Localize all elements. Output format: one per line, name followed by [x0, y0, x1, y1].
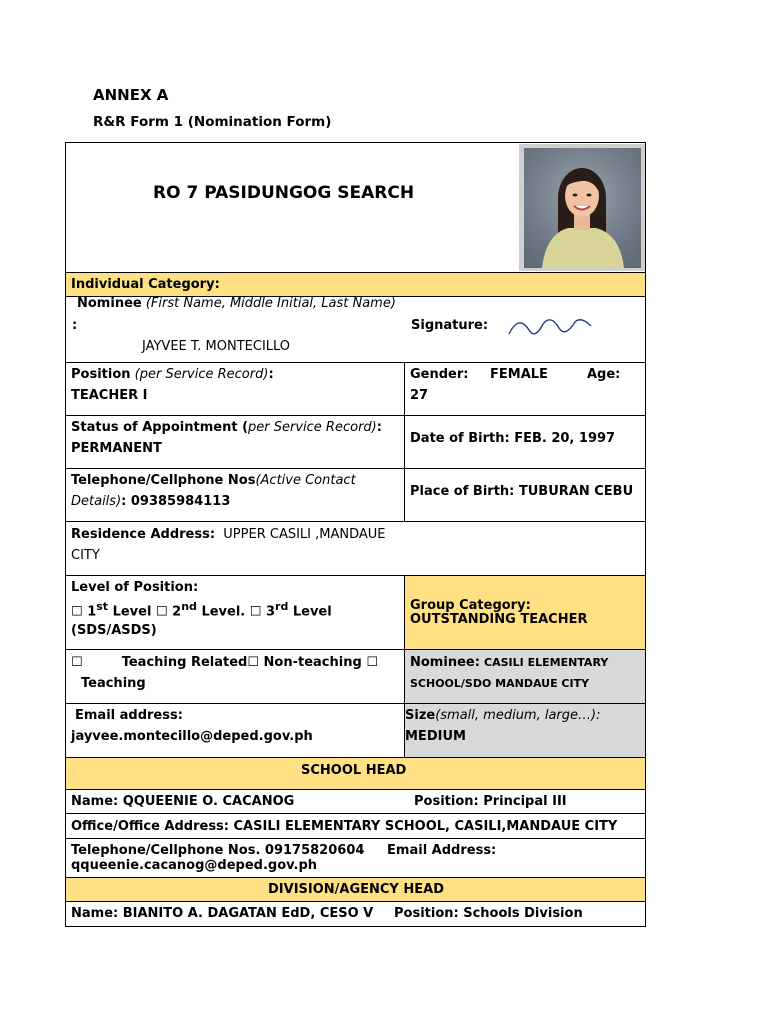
- school-head-position: Position: Principal III: [414, 794, 567, 809]
- status-value: PERMANENT: [71, 441, 162, 456]
- nominee-photo: [519, 144, 645, 271]
- annex-label: ANNEX A: [93, 86, 169, 104]
- residence-value-1: UPPER CASILI ,MANDAUE: [223, 527, 386, 542]
- school-head-office: Office/Office Address: CASILI ELEMENTARY SCHOOL, CASILI,MANDAUE CITY: [71, 819, 618, 834]
- residence-label: Residence Address:: [71, 527, 216, 542]
- status-label-line: [71, 420, 382, 435]
- phone-value-line: [71, 494, 230, 509]
- level-2-sup: nd: [181, 600, 197, 613]
- age-value: 27: [410, 388, 429, 403]
- residence-line-1: [71, 527, 386, 542]
- phone-value: : 09385984113: [121, 494, 231, 509]
- phone-hint-1: (Active Contact: [255, 473, 356, 488]
- nominee-name: JAYVEE T. MONTECILLO: [142, 339, 291, 354]
- phone-label-line: [71, 473, 356, 488]
- level-1-checkbox[interactable]: ☐: [71, 604, 83, 620]
- level-1-sup: st: [96, 600, 109, 613]
- level-1-num: 1: [87, 604, 97, 620]
- nominee-school-label: Nominee:: [410, 655, 480, 670]
- nominee-hint: (First Name, Middle Initial, Last Name): [145, 296, 396, 311]
- nominee-school-value-2: SCHOOL/SDO MANDAUE CITY: [410, 677, 590, 690]
- size-label-line: [405, 708, 600, 723]
- email-value: jayvee.montecillo@deped.gov.ph: [71, 729, 313, 744]
- nominee-school-line-1: [410, 655, 608, 670]
- teaching-label: Teaching: [81, 676, 146, 691]
- division-head-name: Name: BIANITO A. DAGATAN EdD, CESO V: [71, 906, 374, 921]
- email-label: Email address:: [75, 708, 183, 723]
- group-category-value: OUTSTANDING TEACHER: [410, 612, 588, 627]
- level-2-checkbox[interactable]: ☐: [155, 604, 168, 620]
- size-value: MEDIUM: [405, 729, 466, 744]
- phone-hint-2: Details): [71, 494, 122, 509]
- level-line-2: (SDS/ASDS): [71, 623, 157, 638]
- status-label: Status of Appointment (: [71, 420, 249, 435]
- gender-value: FEMALE: [490, 367, 548, 382]
- position-label-line: [71, 367, 274, 382]
- position-value: TEACHER I: [71, 388, 148, 403]
- pob-text: Place of Birth: TUBURAN CEBU: [410, 484, 634, 499]
- nominee-label-line: [77, 296, 396, 311]
- position-colon: :: [268, 367, 274, 382]
- dob-text: Date of Birth: FEB. 20, 1997: [410, 431, 616, 446]
- phone-label: Telephone/Cellphone Nos: [71, 473, 256, 488]
- size-hint: (small, medium, large…):: [435, 708, 601, 723]
- signature-label: Signature:: [411, 318, 489, 333]
- division-head-header: DIVISION/AGENCY HEAD: [268, 882, 444, 897]
- status-colon: :: [376, 420, 382, 435]
- age-label: Age:: [587, 367, 621, 382]
- level-1-word: Level: [112, 604, 152, 620]
- gender-label: Gender:: [410, 367, 469, 382]
- group-category-label: Group Category:: [410, 598, 531, 613]
- status-hint: per Service Record): [248, 420, 377, 435]
- non-teaching-label: Non-teaching: [263, 655, 362, 670]
- individual-category-label: Individual Category:: [71, 277, 220, 292]
- form-title: R&R Form 1 (Nomination Form): [93, 114, 332, 130]
- size-label: Size: [405, 708, 436, 723]
- portrait-image: [524, 148, 641, 268]
- level-3-sup: rd: [275, 600, 289, 613]
- teaching-checkbox[interactable]: ☐: [366, 655, 378, 670]
- level-options: [71, 600, 332, 619]
- search-title: RO 7 PASIDUNGOG SEARCH: [153, 183, 415, 203]
- level-3-num: 3: [265, 604, 276, 620]
- school-head-name: Name: QQUEENIE O. CACANOG: [71, 794, 295, 809]
- school-head-contact-2: qqueenie.cacanog@deped.gov.ph: [71, 858, 318, 873]
- nominee-colon: :: [72, 318, 78, 333]
- teaching-related-label: Teaching Related: [121, 655, 248, 670]
- teaching-related-checkbox[interactable]: ☐: [71, 655, 83, 670]
- level-2-word: Level.: [201, 604, 246, 620]
- signature-image: [505, 312, 595, 342]
- residence-value-2: CITY: [71, 548, 100, 563]
- level-3-word: Level: [292, 604, 332, 620]
- nominee-school-value-1: CASILI ELEMENTARY: [484, 656, 609, 669]
- level-2-num: 2: [172, 604, 182, 620]
- position-label: Position: [71, 367, 131, 382]
- school-head-contact-1: Telephone/Cellphone Nos. 09175820604 Email Address:: [71, 843, 497, 858]
- division-head-position: Position: Schools Division: [394, 906, 583, 921]
- teaching-line-1: [71, 655, 378, 670]
- level-label: Level of Position:: [71, 580, 199, 595]
- level-3-checkbox[interactable]: ☐: [249, 604, 262, 620]
- school-head-header: SCHOOL HEAD: [301, 763, 407, 778]
- nominee-label: Nominee: [77, 296, 142, 311]
- position-hint: (per Service Record): [134, 367, 269, 382]
- non-teaching-checkbox[interactable]: ☐: [247, 655, 260, 670]
